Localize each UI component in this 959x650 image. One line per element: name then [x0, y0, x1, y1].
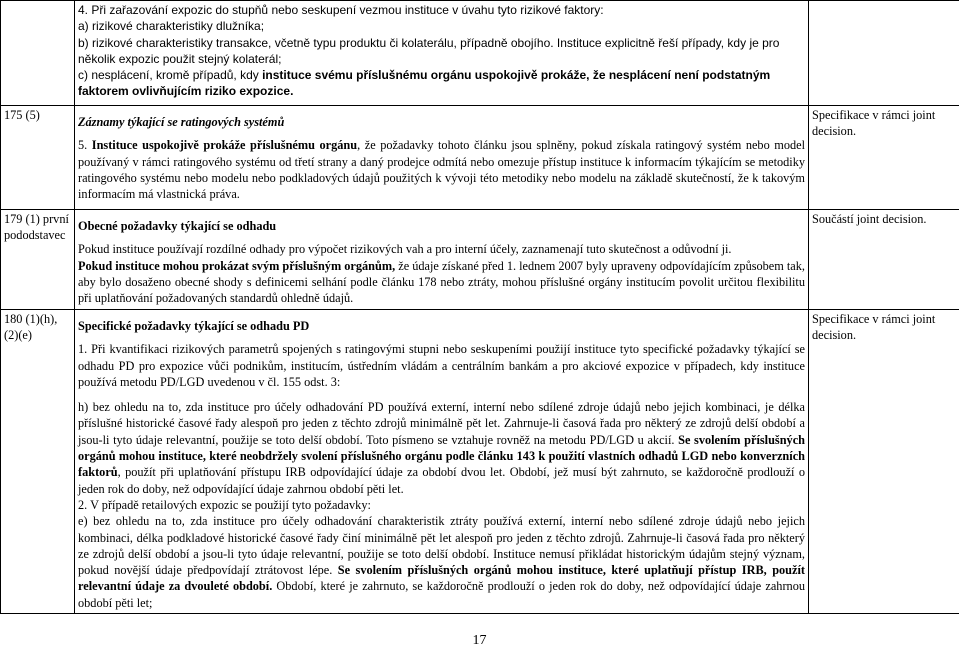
- provision-emphasis: Se svolením příslušných orgánů mohou instituce, které neobdržely svolení příslušného orgánu podle článku 143 k použití vlastních odhadů LGD nebo konverzních faktorů: [78, 432, 805, 480]
- section-heading: Obecné požadavky týkající se odhadu: [78, 219, 277, 233]
- provision-paragraph: [78, 137, 805, 202]
- provision-text-cell: [75, 1, 809, 106]
- provision-emphasis: Instituce uspokojivě prokáže příslušnému orgánu: [91, 138, 358, 153]
- provision-paragraph: [78, 513, 805, 611]
- provision-emphasis: Se svolením příslušných orgánů mohou instituce, které uplatňují přístup IRB, použít relevantní údaje za dvouleté období.: [78, 563, 805, 594]
- provision-text: že údaje získané před 1. lednem 2007 byly upraveny odpovídajícím způsobem tak, aby bylo dosaženo obecné shody s definicemi selhání podle článku 178 nebo ztráty, mohou příslušné orgány institucím povolit určitou flexibilitu při uplatňování požadovaných standardů ohledně údajů.: [78, 258, 805, 306]
- provision-text-cell: [75, 106, 809, 210]
- provision-emphasis: instituce svému příslušnému orgánu uspokojivě prokáže, že nesplácení není podstatným faktorem ovlivňujícím riziko expozice.: [78, 68, 771, 99]
- provision-paragraph: 4. Při zařazování expozic do stupňů nebo seskupení vezmou instituce v úvahu tyto rizikové faktory:: [78, 3, 604, 17]
- provision-paragraph: Pokud instituce používají rozdílné odhady pro výpočet rizikových vah a pro interní účely, zaznamenají tuto skutečnost a odůvodní ji.: [78, 242, 732, 257]
- comment-cell: Specifikace v rámci joint decision.: [809, 310, 959, 614]
- section-heading: Specifické požadavky týkající se odhadu PD: [78, 319, 310, 333]
- provision-paragraph: 1. Při kvantifikaci rizikových parametrů spojených s ratingovými stupni nebo seskupeními použijí instituce tyto specifické požadavky týkající se odhadu PD pro expozice vůči podnikům, institucím, ústředním vládám a centrálním bankám a pro akciové expozice v případech, kdy instituce používá metodu PD/LGD uvedenou v čl. 155 odst. 3:: [78, 342, 805, 389]
- article-ref-cell: 175 (5): [1, 106, 75, 210]
- section-heading: Záznamy týkající se ratingových systémů: [78, 115, 285, 129]
- page-number: 17: [472, 633, 487, 648]
- provision-paragraph: [78, 67, 805, 100]
- comment-cell: Specifikace v rámci joint decision.: [809, 106, 959, 210]
- table-row: [1, 106, 959, 210]
- provision-text: c) nesplácení, kromě případů, kdy: [78, 68, 263, 83]
- provision-paragraph: 2. V případě retailových expozic se použijí tyto požadavky:: [78, 497, 371, 512]
- provision-text: 5.: [78, 138, 92, 153]
- comment-cell: [809, 1, 959, 106]
- article-ref-cell: [1, 1, 75, 106]
- provision-emphasis: Pokud instituce mohou prokázat svým příslušným orgánům,: [78, 258, 396, 273]
- provision-text: , že požadavky tohoto článku jsou splněny, pokud získala ratingový systém nebo model používaný v rámci ratingového systému od třetí strany a daný prodejce odmítá nebo omezuje přístup instituce k informacím týkajícím se metodiky ratingového systému nebo modelu nebo podkladových údajů použitých k vývoji této metodiky nebo modelu na základě skutečností, že k takovým informacím má vlastnická práva.: [78, 138, 806, 202]
- table-row: [1, 1, 959, 106]
- table-row: [1, 310, 959, 614]
- provision-text-cell: [75, 210, 809, 310]
- provision-text: , použít při uplatňování přístupu IRB odpovídající údaje za období dvou let. Období, jež musí být zahrnuto, se každoročně prodlouží o jeden rok do doby, než odpovídající údaje zahrnou období pěti let.: [78, 465, 805, 496]
- article-ref-cell: 179 (1) první pododstavec: [1, 210, 75, 310]
- provision-paragraph: [78, 399, 805, 497]
- article-ref-cell: 180 (1)(h), (2)(e): [1, 310, 75, 614]
- comment-cell: Součástí joint decision.: [809, 210, 959, 310]
- table-row: [1, 210, 959, 310]
- provision-text: e) bez ohledu na to, zda instituce pro účely odhadování charakteristik ztráty používá externí, interní nebo sdílené zdroje údajů nebo jejich kombinaci, délka podkladové historické časové řady činí minimálně pět let alespoň pro jeden z těchto zdrojů. Zahrnuje-li časová řada pro některý ze zdrojů delší období a jsou-li tyto údaje relevantní, použije se toto delší období. Instituce nemusí přikládat historickým údajům stejný význam, pokud novější údaje předpovídají ztrátovost lépe.: [78, 514, 805, 578]
- provision-text: h) bez ohledu na to, zda instituce pro účely odhadování PD používá externí, interní nebo sdílené zdroje údajů nebo jejich kombinaci, je délka příslušné historické časové řady alespoň pro jeden z těchto zdrojů minimálně pět let. Zahrnuje-li časová řada pro některý ze zdrojů delší období a jsou-li tyto údaje relevantní, použije se toto delší období. Toto písmeno se vztahuje rovněž na metodu PD/LGD u akcií.: [78, 400, 805, 447]
- provision-text-cell: [75, 310, 809, 614]
- provision-text: Období, které je zahrnuto, se každoročně prodlouží o jeden rok do doby, než odpovídající údaje zahrnou období pěti let;: [78, 579, 805, 610]
- provision-paragraph: b) rizikové charakteristiky transakce, včetně typu produktu či kolaterálu, případně obojího. Instituce explicitně řeší případy, kdy je pro několik expozic použit stejný kolaterál;: [78, 35, 780, 66]
- provision-paragraph: a) rizikové charakteristiky dlužníka;: [78, 19, 265, 34]
- provision-paragraph: [78, 258, 805, 307]
